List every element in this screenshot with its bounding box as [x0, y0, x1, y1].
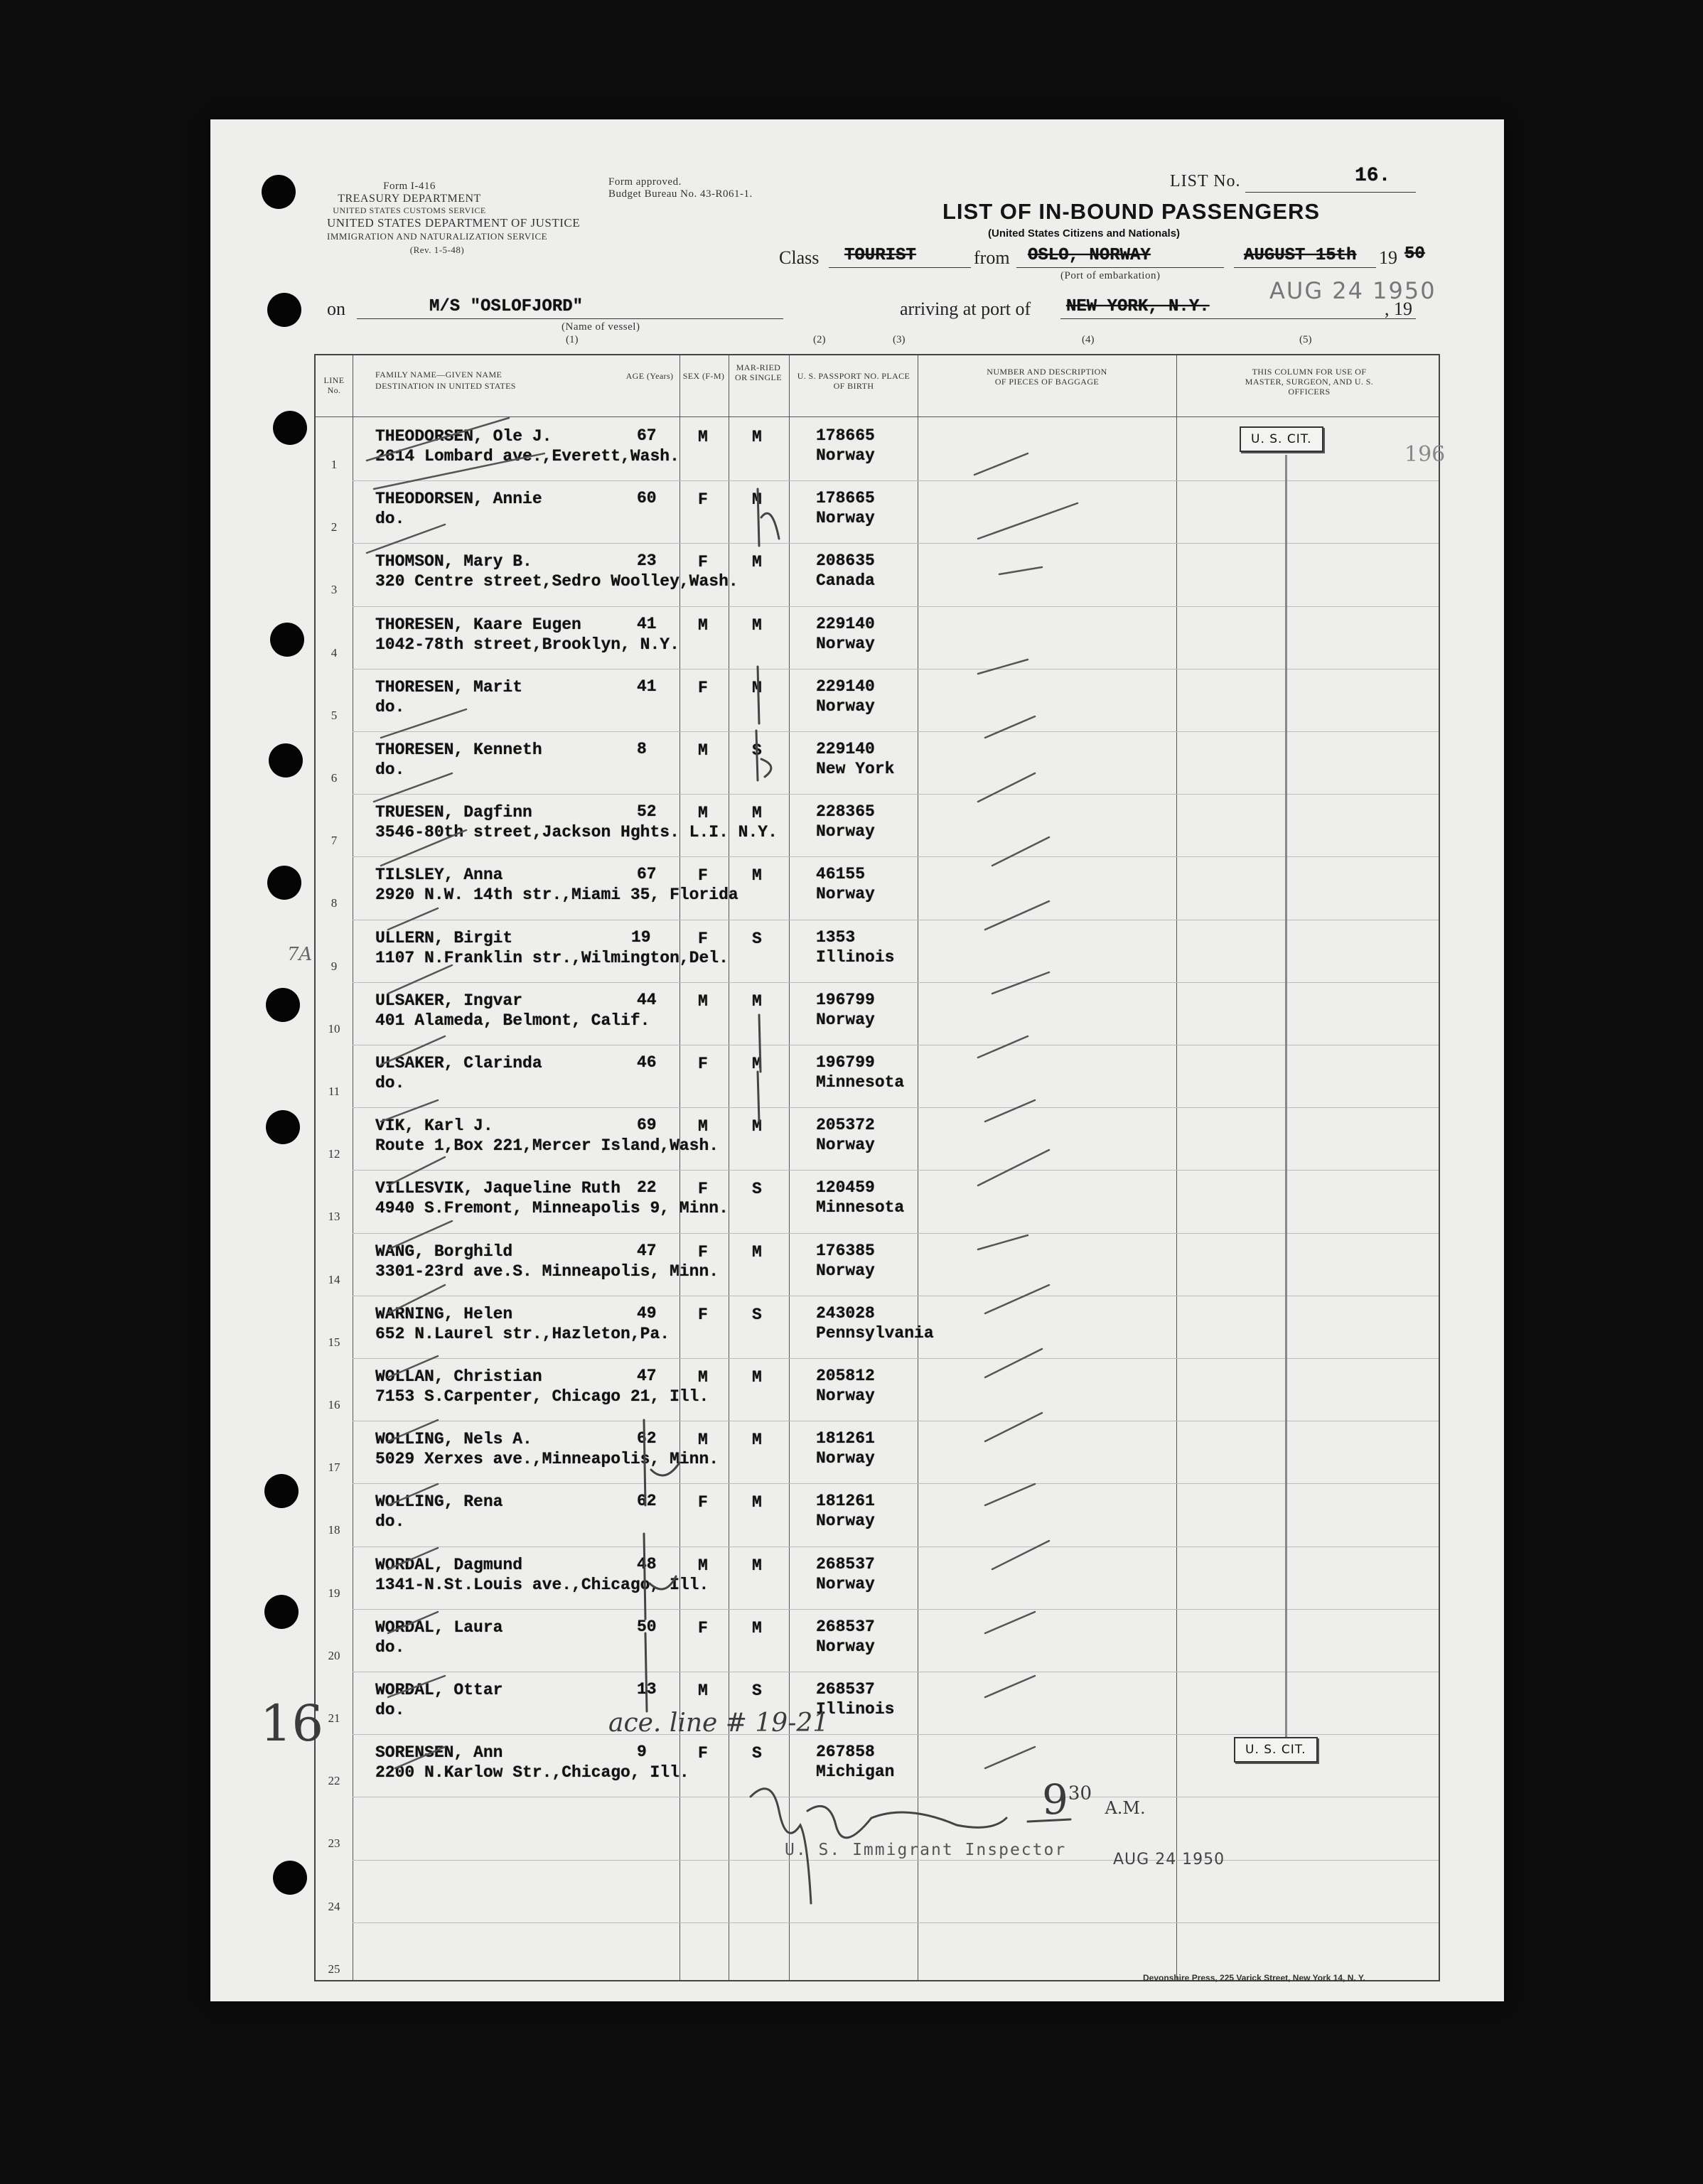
passenger-destination: 4940 S.Fremont, Minneapolis 9, Minn. — [375, 1199, 729, 1218]
arrival-date-stamp: AUG 24 1950 — [1269, 277, 1436, 304]
col-baggage: NUMBER AND DESCRIPTION OF PIECES OF BAGGAGE — [987, 367, 1107, 387]
column-number: (5) — [1299, 334, 1312, 345]
passenger-marital-status: M — [752, 428, 762, 446]
passenger-marital-status: M — [752, 1055, 762, 1073]
passenger-destination: 1341-N.St.Louis ave.,Chicago, Ill. — [375, 1575, 709, 1594]
passenger-marital-status: M — [752, 1368, 762, 1387]
place-of-birth: Norway — [816, 696, 875, 716]
passenger-name: WORDAL, Ottar — [375, 1681, 503, 1699]
passenger-destination: do. — [375, 1637, 405, 1657]
inspector-title: U. S. Immigrant Inspector — [785, 1841, 1067, 1859]
passenger-destination: 320 Centre street,Sedro Woolley,Wash. — [375, 572, 738, 591]
line-number: 22 — [328, 1774, 340, 1788]
place-of-birth: Norway — [816, 1574, 875, 1593]
passenger-name: THORESEN, Kenneth — [375, 741, 542, 759]
passenger-marital-status: M — [752, 804, 762, 823]
place-of-birth: Minnesota — [816, 1073, 905, 1092]
passport-number: 268537 — [816, 1617, 875, 1636]
passenger-sex: F — [698, 929, 708, 948]
treasury-dept: TREASURY DEPARTMENT — [338, 193, 481, 205]
passenger-name: SORENSEN, Ann — [375, 1743, 503, 1763]
passenger-name: ULLERN, Birgit — [375, 928, 513, 947]
passport-number: 120459 — [816, 1178, 875, 1198]
passenger-age: 46 — [637, 1053, 657, 1072]
line-number: 21 — [328, 1711, 340, 1725]
passenger-age: 48 — [637, 1554, 657, 1574]
time-am: A.M. — [1105, 1798, 1146, 1818]
vessel-caption: (Name of vessel) — [562, 321, 640, 333]
passport-number: 205372 — [816, 1116, 875, 1135]
list-no-label: LIST No. — [1170, 172, 1241, 190]
passenger-sex: F — [698, 1055, 708, 1073]
passenger-marital-status: S — [752, 741, 762, 760]
passenger-age: 19 — [631, 927, 651, 947]
passenger-sex: F — [698, 1305, 708, 1324]
passport-number: 196799 — [816, 990, 875, 1009]
line-number: 12 — [328, 1147, 340, 1161]
passenger-name: WOLLING, Nels A. — [375, 1430, 532, 1449]
passenger-marital-status: M — [752, 678, 762, 697]
line-number: 8 — [331, 896, 338, 910]
passenger-name: THORESEN, Marit — [375, 677, 523, 696]
place-of-birth: Norway — [816, 885, 875, 904]
passport-number: 178665 — [816, 426, 875, 445]
passenger-marital-status: M — [752, 615, 762, 635]
place-of-birth: Minnesota — [816, 1198, 905, 1217]
passenger-age: 50 — [637, 1617, 657, 1636]
passenger-marital-status: M — [752, 553, 762, 572]
col-age: AGE (Years) — [625, 371, 674, 381]
passenger-destination: 401 Alameda, Belmont, Calif. — [375, 1011, 650, 1030]
passenger-age: 13 — [637, 1680, 657, 1699]
passenger-destination: do. — [375, 1512, 405, 1532]
place-of-birth: Norway — [816, 446, 875, 465]
passenger-age: 9 — [637, 1743, 647, 1762]
passenger-age: 44 — [637, 990, 657, 1009]
place-of-birth: Norway — [816, 634, 875, 653]
line-number: 15 — [328, 1335, 340, 1349]
passenger-sex: M — [698, 1368, 708, 1387]
handwritten-checkmarks — [210, 119, 1504, 2001]
manifest-page — [210, 119, 1504, 2001]
passenger-age: 22 — [637, 1178, 657, 1198]
passenger-marital-status: M — [752, 991, 762, 1011]
form-revision: (Rev. 1-5-48) — [409, 244, 465, 255]
passenger-name: ULSAKER, Ingvar — [375, 991, 523, 1010]
printer-footer: Devonshire Press, 225 Varick Street, New York 14, N. Y. — [1143, 1973, 1365, 1983]
place-of-birth: Norway — [816, 509, 875, 528]
line-number: 17 — [328, 1461, 340, 1475]
passenger-name: WARNING, Helen — [375, 1304, 513, 1323]
place-of-birth: New York — [816, 760, 895, 778]
passenger-sex: F — [698, 490, 708, 510]
passenger-name: WOLLING, Rena — [375, 1492, 503, 1512]
place-of-birth: Illinois — [816, 1700, 895, 1718]
arriving-label: arriving at port of — [900, 298, 1031, 319]
passenger-destination: do. — [375, 1074, 405, 1092]
line-number: 19 — [328, 1586, 340, 1600]
passenger-sex: F — [698, 1493, 708, 1512]
col-line-no: LINE No. — [323, 375, 345, 395]
passenger-destination: 5029 Xerxes ave.,Minneapolis, Minn. — [375, 1450, 719, 1469]
col-passport: U. S. PASSPORT NO. PLACE OF BIRTH — [797, 371, 910, 391]
us-cit-stamp-bottom: U. S. CIT. — [1234, 1737, 1318, 1763]
passenger-destination: 7153 S.Carpenter, Chicago 21, Ill. — [375, 1387, 709, 1406]
passenger-marital-status: S — [752, 1744, 762, 1763]
form-number: Form I-416 — [383, 181, 436, 192]
passenger-age: 62 — [637, 1492, 657, 1511]
passenger-name: THORESEN, Kaare Eugen — [375, 615, 581, 634]
passport-number: 267858 — [816, 1743, 875, 1762]
col-officers: THIS COLUMN FOR USE OF MASTER, SURGEON, AND U. S. OFFICERS — [1245, 367, 1374, 397]
embark-date: AUGUST 15th — [1244, 246, 1357, 265]
passenger-marital-status: M — [752, 1242, 762, 1262]
col-married: MAR-RIED OR SINGLE — [735, 362, 782, 382]
ins-service: IMMIGRATION AND NATURALIZATION SERVICE — [327, 231, 548, 242]
arrival-port: NEW YORK, N.Y. — [1066, 297, 1210, 316]
passenger-age: 23 — [637, 552, 657, 571]
place-of-birth: Michigan — [816, 1763, 895, 1782]
passenger-destination: 2614 Lombard ave.,Everett,Wash. — [375, 447, 679, 466]
passenger-destination: 3301-23rd ave.S. Minneapolis, Minn. — [375, 1262, 719, 1281]
port-embark-caption: (Port of embarkation) — [1060, 270, 1161, 281]
line-number: 2 — [331, 520, 338, 534]
passenger-marital-status: S — [752, 1305, 762, 1324]
place-of-birth: Pennsylvania — [816, 1323, 934, 1343]
line-number: 25 — [328, 1962, 340, 1976]
passport-number: 208635 — [816, 552, 875, 571]
passenger-sex: F — [698, 1180, 708, 1199]
passenger-destination: 652 N.Laurel str.,Hazleton,Pa. — [375, 1324, 670, 1343]
passport-number: 243028 — [816, 1303, 875, 1323]
passport-number: 46155 — [816, 865, 866, 884]
line-number: 9 — [331, 959, 338, 973]
passenger-destination: do. — [375, 1701, 405, 1719]
passenger-age: 52 — [637, 802, 657, 822]
passenger-age: 67 — [637, 426, 657, 445]
passenger-sex: M — [698, 1431, 708, 1450]
passenger-sex: M — [698, 1556, 708, 1575]
passenger-destination: 1107 N.Franklin str.,Wilmington,Del. — [375, 948, 729, 967]
passenger-sex: F — [698, 553, 708, 572]
us-cit-stamp-top: U. S. CIT. — [1240, 426, 1323, 452]
passenger-age: 41 — [637, 614, 657, 633]
passenger-name: THEODORSEN, Annie — [375, 490, 542, 509]
passenger-age: 41 — [637, 677, 657, 696]
passenger-sex: M — [698, 804, 708, 823]
port-of-embarkation: OSLO, NORWAY — [1028, 246, 1151, 265]
passenger-destination: 1042-78th street,Brooklyn, N.Y. — [375, 635, 679, 654]
line-number: 18 — [328, 1523, 340, 1537]
passenger-age: 60 — [637, 489, 657, 508]
line-number: 16 — [328, 1398, 340, 1411]
line-number: 10 — [328, 1021, 340, 1035]
arrival-year-label: , 19 — [1385, 298, 1412, 319]
passenger-sex: M — [698, 1117, 708, 1136]
passenger-marital-status: S — [752, 929, 762, 948]
from-label: from — [974, 247, 1010, 268]
passport-number: 178665 — [816, 489, 875, 508]
place-of-birth: Norway — [816, 1261, 875, 1280]
place-of-birth: Norway — [816, 822, 875, 841]
passenger-sex: F — [698, 1744, 708, 1763]
passport-number: 205812 — [816, 1367, 875, 1385]
passenger-age: 69 — [637, 1116, 657, 1135]
place-of-birth: Canada — [816, 571, 875, 591]
line-number: 20 — [328, 1648, 340, 1662]
class-label: Class — [779, 247, 820, 268]
passenger-age: 49 — [637, 1303, 657, 1323]
line-number: 13 — [328, 1210, 340, 1224]
passenger-name: WORDAL, Dagmund — [375, 1555, 523, 1574]
passport-number: 181261 — [816, 1429, 875, 1448]
line-number: 4 — [331, 645, 338, 660]
year-label: 19 — [1379, 247, 1397, 268]
passenger-age: 62 — [637, 1429, 657, 1448]
handwritten-corner-number: 196 — [1404, 442, 1446, 467]
col-sex: SEX (F-M) — [682, 371, 725, 381]
passenger-age: 67 — [637, 865, 657, 884]
line-number: 1 — [331, 458, 338, 471]
passport-number: 268537 — [816, 1554, 875, 1574]
passenger-destination: do. — [375, 697, 405, 716]
passenger-age: 47 — [637, 1367, 657, 1385]
passenger-name: TRUESEN, Dagfinn — [375, 803, 532, 822]
passenger-marital-status: S — [752, 1682, 762, 1700]
passenger-marital-status: M — [752, 1556, 762, 1575]
handwritten-16: 16 — [260, 1694, 324, 1753]
justice-dept: UNITED STATES DEPARTMENT OF JUSTICE — [327, 216, 581, 230]
passenger-name: WANG, Borghild — [375, 1242, 513, 1261]
passenger-age: 8 — [637, 740, 647, 758]
list-title: LIST OF IN-BOUND PASSENGERS — [942, 199, 1321, 224]
place-of-birth: Norway — [816, 1136, 875, 1155]
inspector-date-stamp: AUG 24 1950 — [1113, 1851, 1225, 1868]
passenger-name: WOLLAN, Christian — [375, 1367, 542, 1386]
col-name: FAMILY NAME—GIVEN NAME — [375, 370, 503, 380]
passenger-destination: do. — [375, 510, 405, 529]
passport-number: 1353 — [816, 927, 856, 947]
form-approved: Form approved. — [608, 176, 682, 188]
on-label: on — [327, 298, 345, 319]
column-number: (4) — [1082, 334, 1095, 345]
passenger-name: TILSLEY, Anna — [375, 866, 503, 885]
passenger-sex: F — [698, 678, 708, 697]
line-number: 6 — [331, 771, 338, 785]
passenger-sex: M — [698, 615, 708, 635]
passport-number: 229140 — [816, 740, 875, 758]
line-number: 5 — [331, 708, 338, 722]
passenger-sex: M — [698, 991, 708, 1011]
line-number: 23 — [328, 1836, 340, 1851]
class-value: TOURIST — [844, 246, 916, 265]
passenger-marital-status: M — [752, 490, 762, 510]
column-number: (1) — [566, 334, 579, 345]
passport-number: 181261 — [816, 1492, 875, 1511]
passport-number: 229140 — [816, 614, 875, 633]
line-number: 11 — [328, 1085, 340, 1098]
passenger-name: VILLESVIK, Jaqueline Ruth — [375, 1179, 621, 1198]
passenger-name: THEODORSEN, Ole J. — [375, 427, 552, 446]
column-number: (3) — [893, 334, 906, 345]
customs-service: UNITED STATES CUSTOMS SERVICE — [333, 205, 486, 215]
passport-number: 268537 — [816, 1680, 875, 1699]
passenger-destination: 3546-80th street,Jackson Hghts. L.I. N.Y. — [375, 823, 778, 842]
passenger-destination: 2200 N.Karlow Str.,Chicago, Ill. — [375, 1763, 689, 1782]
passenger-sex: F — [698, 1242, 708, 1262]
line-number: 14 — [328, 1272, 340, 1286]
line-number: 24 — [328, 1899, 340, 1913]
list-subtitle: (United States Citizens and Nationals) — [988, 227, 1181, 240]
passenger-name: WORDAL, Laura — [375, 1618, 503, 1637]
vessel-name: M/S "OSLOFJORD" — [429, 297, 584, 316]
line-number: 7 — [331, 834, 338, 848]
line-number: 3 — [331, 583, 338, 597]
passenger-sex: F — [698, 1618, 708, 1637]
year-value: 50 — [1404, 244, 1425, 264]
passenger-destination: 2920 N.W. 14th str.,Miami 35, Florida — [375, 886, 738, 905]
passenger-marital-status: M — [752, 866, 762, 886]
passenger-destination: do. — [375, 760, 405, 779]
handwritten-7a: 7A — [287, 944, 313, 965]
place-of-birth: Norway — [816, 1387, 875, 1405]
place-of-birth: Norway — [816, 1010, 875, 1029]
column-number: (2) — [813, 334, 826, 345]
passenger-name: ULSAKER, Clarinda — [375, 1054, 542, 1072]
list-no-value: 16. — [1355, 165, 1391, 187]
handwritten-note: ace. line # 19-21 — [608, 1709, 829, 1738]
passenger-marital-status: S — [752, 1180, 762, 1199]
passenger-sex: M — [698, 428, 708, 446]
passenger-marital-status: M — [752, 1618, 762, 1637]
place-of-birth: Norway — [816, 1637, 875, 1656]
handwritten-time — [1042, 1775, 1146, 1824]
passenger-destination: Route 1,Box 221,Mercer Island,Wash. — [375, 1136, 719, 1156]
passenger-name: THOMSON, Mary B. — [375, 552, 532, 571]
time-hour: 9 — [1042, 1775, 1068, 1824]
passport-number: 196799 — [816, 1053, 875, 1072]
passenger-name: VIK, Karl J. — [375, 1117, 493, 1136]
budget-bureau: Budget Bureau No. 43-R061-1. — [608, 188, 753, 200]
place-of-birth: Norway — [816, 1512, 875, 1531]
passenger-sex: F — [698, 866, 708, 886]
passport-number: 176385 — [816, 1241, 875, 1260]
passport-number: 228365 — [816, 802, 875, 822]
passport-number: 229140 — [816, 677, 875, 696]
place-of-birth: Illinois — [816, 947, 895, 967]
col-destination: DESTINATION IN UNITED STATES — [375, 381, 516, 391]
passenger-marital-status: M — [752, 1493, 762, 1512]
passenger-marital-status: M — [752, 1117, 762, 1136]
passenger-age: 47 — [637, 1241, 657, 1260]
passenger-marital-status: M — [752, 1431, 762, 1450]
time-minutes: 30 — [1068, 1782, 1092, 1804]
place-of-birth: Norway — [816, 1449, 875, 1468]
passenger-sex: M — [698, 1682, 708, 1700]
passenger-sex: M — [698, 741, 708, 760]
